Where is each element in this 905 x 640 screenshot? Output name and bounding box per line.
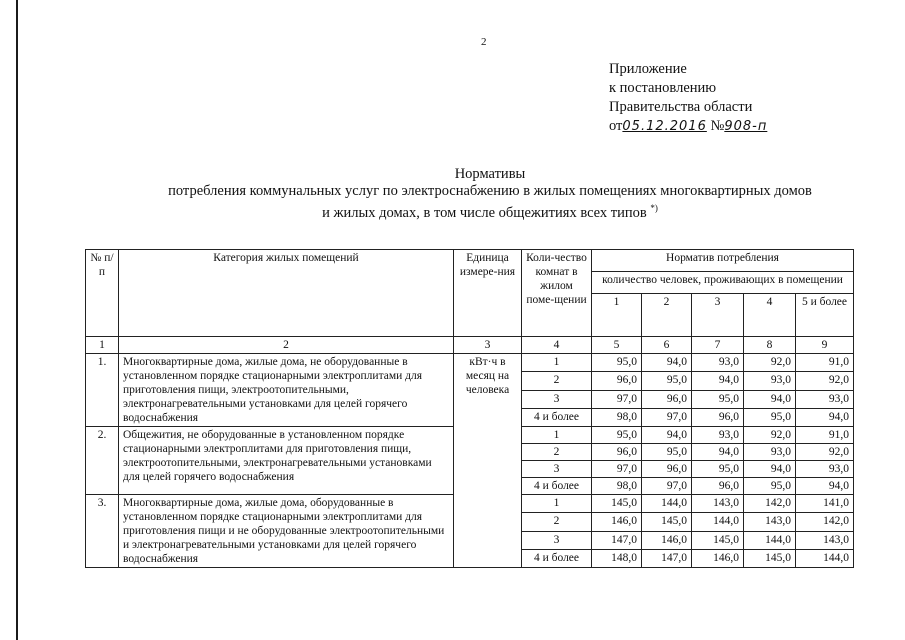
appendix-date-line [609, 117, 767, 136]
norm-value-cell: 143,0 [692, 495, 744, 513]
norm-value-cell: 147,0 [592, 531, 642, 549]
norm-value-cell: 144,0 [744, 531, 796, 549]
norm-value-cell: 95,0 [692, 461, 744, 478]
norm-value-cell: 143,0 [796, 531, 854, 549]
header-people-4: 4 [744, 294, 796, 337]
title-line-2: потребления коммунальных услуг по электроснабжению в жилых помещениях многоквартирных домов [168, 183, 812, 199]
rooms-cell: 3 [522, 390, 592, 408]
header-row-1 [86, 250, 854, 272]
norm-value-cell: 143,0 [744, 513, 796, 531]
column-number: 7 [692, 337, 744, 354]
norm-value-cell: 141,0 [796, 495, 854, 513]
row-number: 1. [86, 354, 119, 427]
norm-value-cell: 94,0 [692, 372, 744, 390]
handwritten-date: 05.12.2016 [622, 119, 707, 134]
norm-value-cell: 145,0 [642, 513, 692, 531]
row-number: 3. [86, 495, 119, 568]
rooms-cell: 2 [522, 513, 592, 531]
norm-value-cell: 146,0 [642, 531, 692, 549]
handwritten-number: 908-п [724, 119, 768, 134]
norm-value-cell: 97,0 [642, 478, 692, 495]
header-people-5: 5 и более [796, 294, 854, 337]
table-row [86, 354, 854, 372]
norm-value-cell: 98,0 [592, 478, 642, 495]
norm-value-cell: 96,0 [692, 408, 744, 426]
header-people-2: 2 [642, 294, 692, 337]
header-unit: Единица измере-ния [454, 250, 522, 337]
appendix-line-1: Приложение [609, 61, 687, 77]
norm-value-cell: 98,0 [592, 408, 642, 426]
title-line-1: Нормативы [454, 166, 526, 182]
norm-value-cell: 92,0 [796, 444, 854, 461]
column-number: 9 [796, 337, 854, 354]
header-norm: Норматив потребления [592, 250, 854, 272]
norm-value-cell: 94,0 [796, 478, 854, 495]
norm-value-cell: 92,0 [744, 354, 796, 372]
norm-value-cell: 144,0 [796, 549, 854, 567]
norm-value-cell: 96,0 [592, 444, 642, 461]
norm-value-cell: 93,0 [692, 354, 744, 372]
norm-value-cell: 146,0 [592, 513, 642, 531]
norm-value-cell: 95,0 [744, 408, 796, 426]
category-cell: Многоквартирные дома, жилые дома, не оборудованные в установленном порядке стационарными электроплитами для приготовления пищи, электроотопительными, электронагревательными установками для целей горячего водоснабжения [119, 354, 454, 427]
norm-value-cell: 93,0 [744, 444, 796, 461]
rooms-cell: 2 [522, 372, 592, 390]
norm-value-cell: 91,0 [796, 354, 854, 372]
norm-value-cell: 94,0 [642, 354, 692, 372]
norm-value-cell: 93,0 [796, 461, 854, 478]
rooms-cell: 4 и более [522, 549, 592, 567]
norm-value-cell: 95,0 [642, 372, 692, 390]
date-prefix: от [609, 118, 623, 134]
norm-value-cell: 96,0 [642, 461, 692, 478]
rooms-cell: 3 [522, 461, 592, 478]
column-number: 1 [86, 337, 119, 354]
header-people: количество человек, проживающих в помещении [592, 272, 854, 294]
column-number: 6 [642, 337, 692, 354]
header-people-3: 3 [692, 294, 744, 337]
header-people-1: 1 [592, 294, 642, 337]
appendix-line-3: Правительства области [609, 99, 753, 115]
norm-value-cell: 96,0 [692, 478, 744, 495]
norm-value-cell: 94,0 [744, 461, 796, 478]
document-title [120, 166, 860, 222]
norm-value-cell: 97,0 [642, 408, 692, 426]
norm-value-cell: 94,0 [744, 390, 796, 408]
norm-value-cell: 95,0 [592, 354, 642, 372]
norm-value-cell: 148,0 [592, 549, 642, 567]
norm-value-cell: 96,0 [642, 390, 692, 408]
norm-value-cell: 92,0 [744, 427, 796, 444]
rooms-cell: 1 [522, 495, 592, 513]
norm-value-cell: 95,0 [692, 390, 744, 408]
column-number-row [86, 337, 854, 354]
scan-edge-line [16, 0, 18, 640]
norm-value-cell: 95,0 [642, 444, 692, 461]
row-number: 2. [86, 427, 119, 495]
norm-value-cell: 94,0 [692, 444, 744, 461]
norm-value-cell: 142,0 [796, 513, 854, 531]
norm-value-cell: 144,0 [692, 513, 744, 531]
category-cell: Многоквартирные дома, жилые дома, оборудованные в установленном порядке стационарными электроплитами для приготовления пищи и не оборудованные электроотопительными и электронагревательными установками для целей горячего водоснабжения [119, 495, 454, 568]
header-no: № п/п [86, 250, 119, 337]
norm-value-cell: 95,0 [744, 478, 796, 495]
rooms-cell: 2 [522, 444, 592, 461]
unit-cell: кВт·ч в месяц на человека [454, 354, 522, 568]
title-line-3-text: и жилых домах, в том числе общежитиях всех типов [322, 204, 647, 221]
norm-value-cell: 95,0 [592, 427, 642, 444]
norm-value-cell: 97,0 [592, 461, 642, 478]
norm-value-cell: 147,0 [642, 549, 692, 567]
category-cell: Общежития, не оборудованные в установленном порядке стационарными электроплитами для приготовления пищи, электроотопительными, электронагревательными установками для целей горячего водоснабжения [119, 427, 454, 495]
page-number: 2 [481, 36, 487, 48]
norm-value-cell: 146,0 [692, 549, 744, 567]
rooms-cell: 4 и более [522, 478, 592, 495]
column-number: 2 [119, 337, 454, 354]
norm-value-cell: 94,0 [642, 427, 692, 444]
norm-value-cell: 145,0 [592, 495, 642, 513]
norm-value-cell: 145,0 [744, 549, 796, 567]
norm-value-cell: 145,0 [692, 531, 744, 549]
norm-value-cell: 144,0 [642, 495, 692, 513]
header-rooms: Коли-чество комнат в жилом поме-щении [522, 250, 592, 337]
norm-value-cell: 93,0 [692, 427, 744, 444]
rooms-cell: 4 и более [522, 408, 592, 426]
footnote-mark: *) [650, 203, 658, 213]
norm-value-cell: 94,0 [796, 408, 854, 426]
norm-value-cell: 93,0 [796, 390, 854, 408]
title-line-3 [120, 200, 860, 222]
column-number: 8 [744, 337, 796, 354]
norm-value-cell: 97,0 [592, 390, 642, 408]
header-category: Категория жилых помещений [119, 250, 454, 337]
norm-value-cell: 142,0 [744, 495, 796, 513]
norm-value-cell: 92,0 [796, 372, 854, 390]
column-number: 3 [454, 337, 522, 354]
appendix-line-2: к постановлению [609, 80, 717, 96]
norm-value-cell: 91,0 [796, 427, 854, 444]
column-number: 5 [592, 337, 642, 354]
number-prefix: № [710, 118, 725, 134]
norm-value-cell: 93,0 [744, 372, 796, 390]
norms-table [85, 249, 854, 568]
rooms-cell: 1 [522, 354, 592, 372]
column-number: 4 [522, 337, 592, 354]
appendix-block [609, 60, 767, 136]
norm-value-cell: 96,0 [592, 372, 642, 390]
rooms-cell: 3 [522, 531, 592, 549]
rooms-cell: 1 [522, 427, 592, 444]
